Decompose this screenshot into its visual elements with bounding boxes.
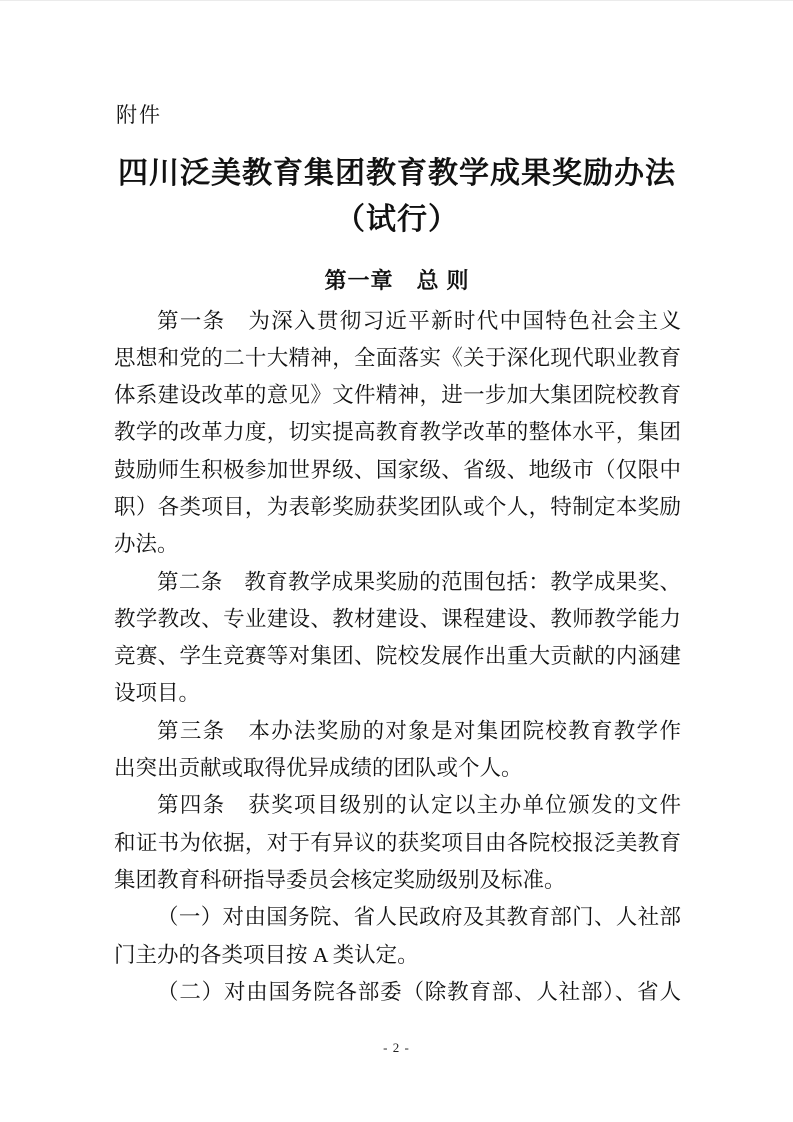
body-line: 思想和党的二十大精神，全面落实《关于深化现代职业教育 <box>114 345 681 370</box>
paragraph <box>114 303 681 564</box>
document-title-line2: （试行） <box>335 203 459 236</box>
body-line: 教学的改革力度，切实提高教育教学改革的整体水平，集团 <box>114 420 681 445</box>
body-line: 和证书为依据，对于有异议的获奖项目由各院校报泛美教育 <box>114 830 681 855</box>
body-line: 鼓励师生积极参加世界级、国家级、省级、地级市（仅限中 <box>114 457 681 482</box>
document-title <box>114 151 680 243</box>
document-body <box>114 303 681 1012</box>
body-line: 第二条 教育教学成果奖励的范围包括：教学成果奖、 <box>157 569 681 594</box>
body-line: 竞赛、学生竞赛等对集团、院校发展作出重大贡献的内涵建 <box>114 644 681 669</box>
body-line: 办法。 <box>114 532 179 557</box>
chapter-heading: 第一章 总 则 <box>324 268 470 293</box>
body-line: 第四条 获奖项目级别的认定以主办单位颁发的文件 <box>157 793 681 818</box>
body-line: （一）对由国务院、省人民政府及其教育部门、人社部 <box>157 905 681 930</box>
paragraph <box>114 564 681 713</box>
body-line: 出突出贡献或取得优异成绩的团队或个人。 <box>114 756 523 781</box>
document-title-line1: 四川泛美教育集团教育教学成果奖励办法 <box>118 157 676 190</box>
body-line: （二）对由国务院各部委（除教育部、人社部）、省人 <box>157 979 681 1004</box>
page-number: - 2 - <box>383 1040 410 1055</box>
body-line: 第一条 为深入贯彻习近平新时代中国特色社会主义 <box>157 308 681 333</box>
paragraph <box>114 974 681 1011</box>
body-line: 教学教改、专业建设、教材建设、课程建设、教师教学能力 <box>114 606 681 631</box>
body-line: 职）各类项目，为表彰奖励获奖团队或个人，特制定本奖励 <box>114 494 681 519</box>
paragraph <box>114 899 681 974</box>
body-line: 门主办的各类项目按 A 类认定。 <box>114 942 419 967</box>
attachment-label: 附件 <box>116 103 162 127</box>
body-line: 体系建设改革的意见》文件精神，进一步加大集团院校教育 <box>114 383 681 408</box>
body-line: 第三条 本办法奖励的对象是对集团院校教育教学作 <box>157 718 681 743</box>
body-line: 设项目。 <box>114 681 201 706</box>
paragraph <box>114 713 681 788</box>
body-line: 集团教育科研指导委员会核定奖励级别及标准。 <box>114 867 566 892</box>
paragraph <box>114 787 681 899</box>
